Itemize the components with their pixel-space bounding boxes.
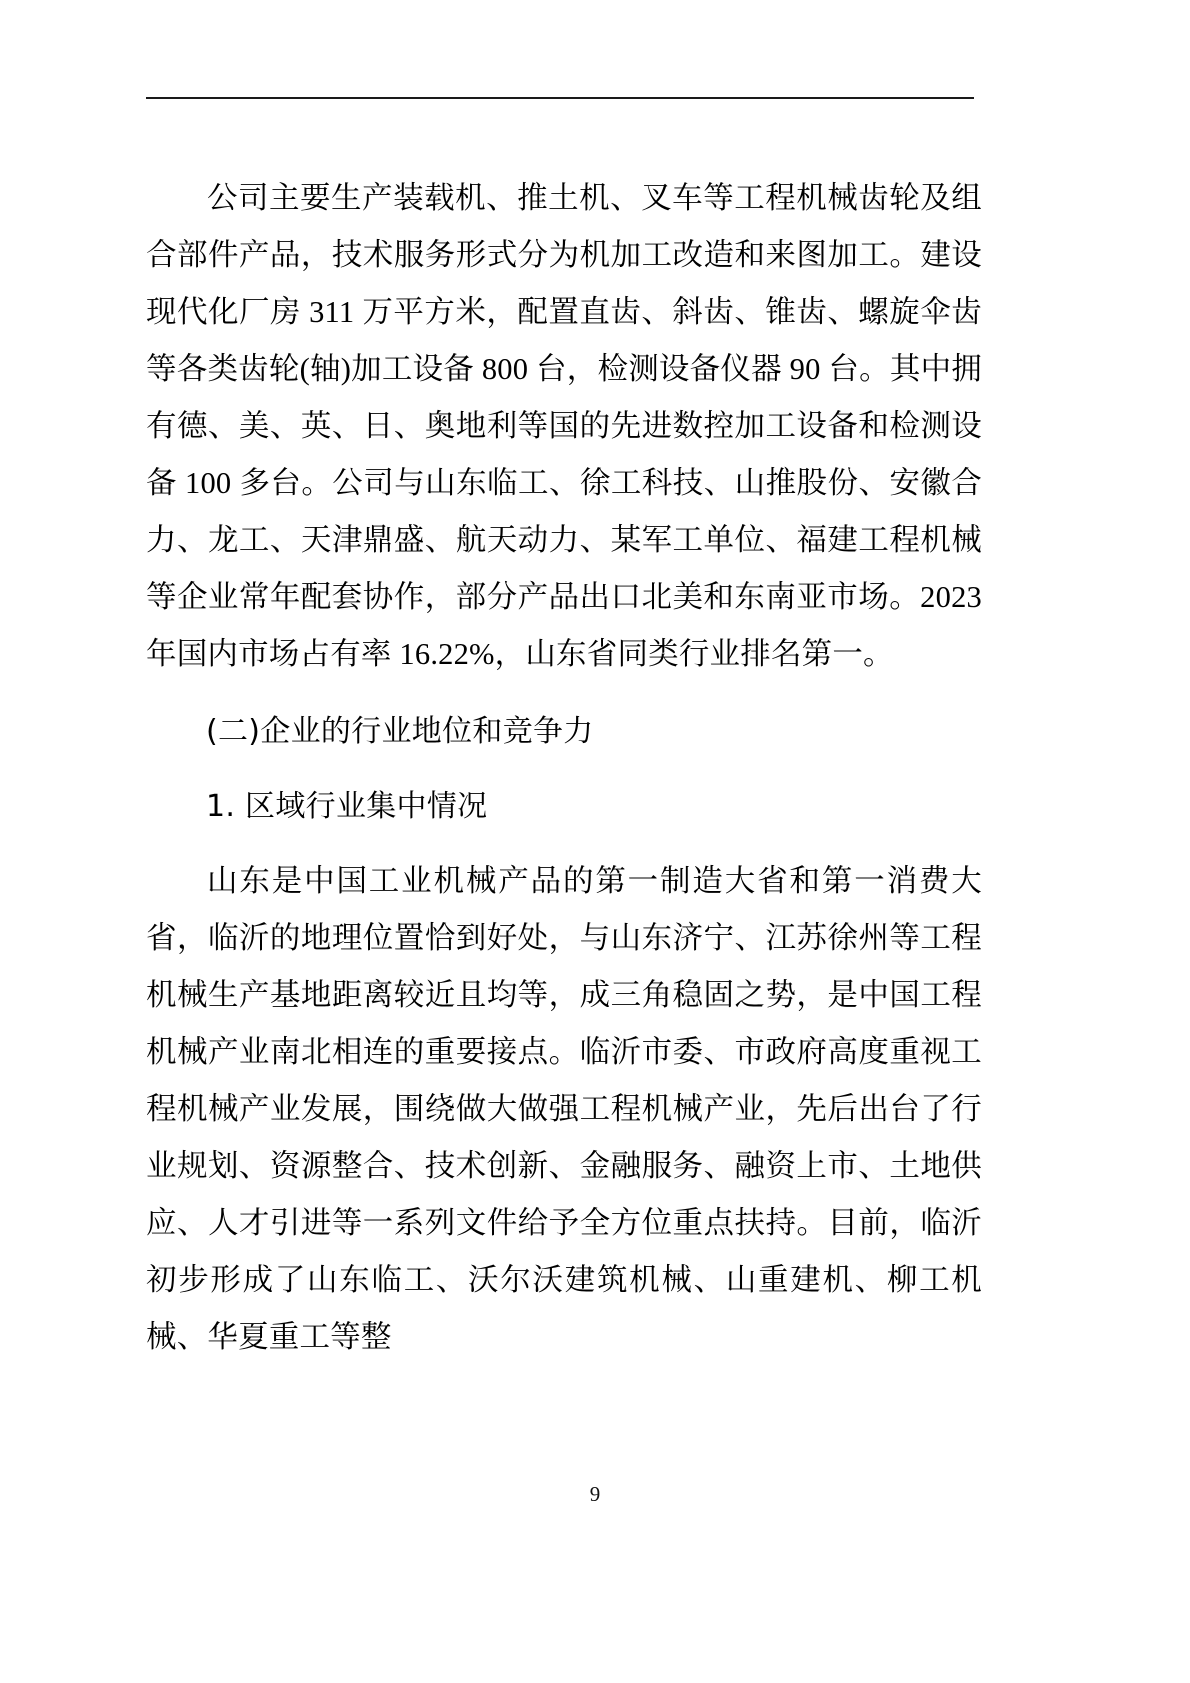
block-spacer xyxy=(146,689,982,703)
paragraph-company-production: 公司主要生产装载机、推土机、叉车等工程机械齿轮及组合部件产品，技术服务形式分为机加工改造和来图加工。建设现代化厂房 311 万平方米，配置直齿、斜齿、锥齿、螺旋伞齿等各类齿轮(轴)加工设备 800 台，检测设备仪器 90 台。其中拥有德、美、英、日、奥地利等国的先进数控加工设备和检测设备 100 多台。公司与山东临工、徐工科技、山推股份、安徽合力、龙工、天津鼎盛、航天动力、某军工单位、福建工程机械等企业常年配套协作，部分产品出口北美和东南亚市场。2023 年国内市场占有率 16.22%，山东省同类行业排名第一。 xyxy=(146,181,982,671)
block-spacer xyxy=(146,760,982,778)
page-content xyxy=(146,170,982,1372)
subheading-regional-concentration: 1. 区域行业集中情况 xyxy=(206,789,488,824)
header-divider xyxy=(146,97,974,99)
page-number: 9 xyxy=(589,1482,601,1506)
paragraph-shandong-industry: 山东是中国工业机械产品的第一制造大省和第一消费大省，临沂的地理位置恰到好处，与山东济宁、江苏徐州等工程机械生产基地距离较近且均等，成三角稳固之势，是中国工程机械产业南北相连的重要接点。临沂市委、市政府高度重视工程机械产业发展，围绕做大做强工程机械产业，先后出台了行业规划、资源整合、技术创新、金融服务、融资上市、土地供应、人才引进等一系列文件给予全方位重点扶持。目前，临沂初步形成了山东临工、沃尔沃建筑机械、山重建机、柳工机械、华夏重工等整 xyxy=(146,864,982,1354)
heading-industry-position: (二)企业的行业地位和竞争力 xyxy=(206,714,594,749)
block-spacer xyxy=(146,835,982,853)
